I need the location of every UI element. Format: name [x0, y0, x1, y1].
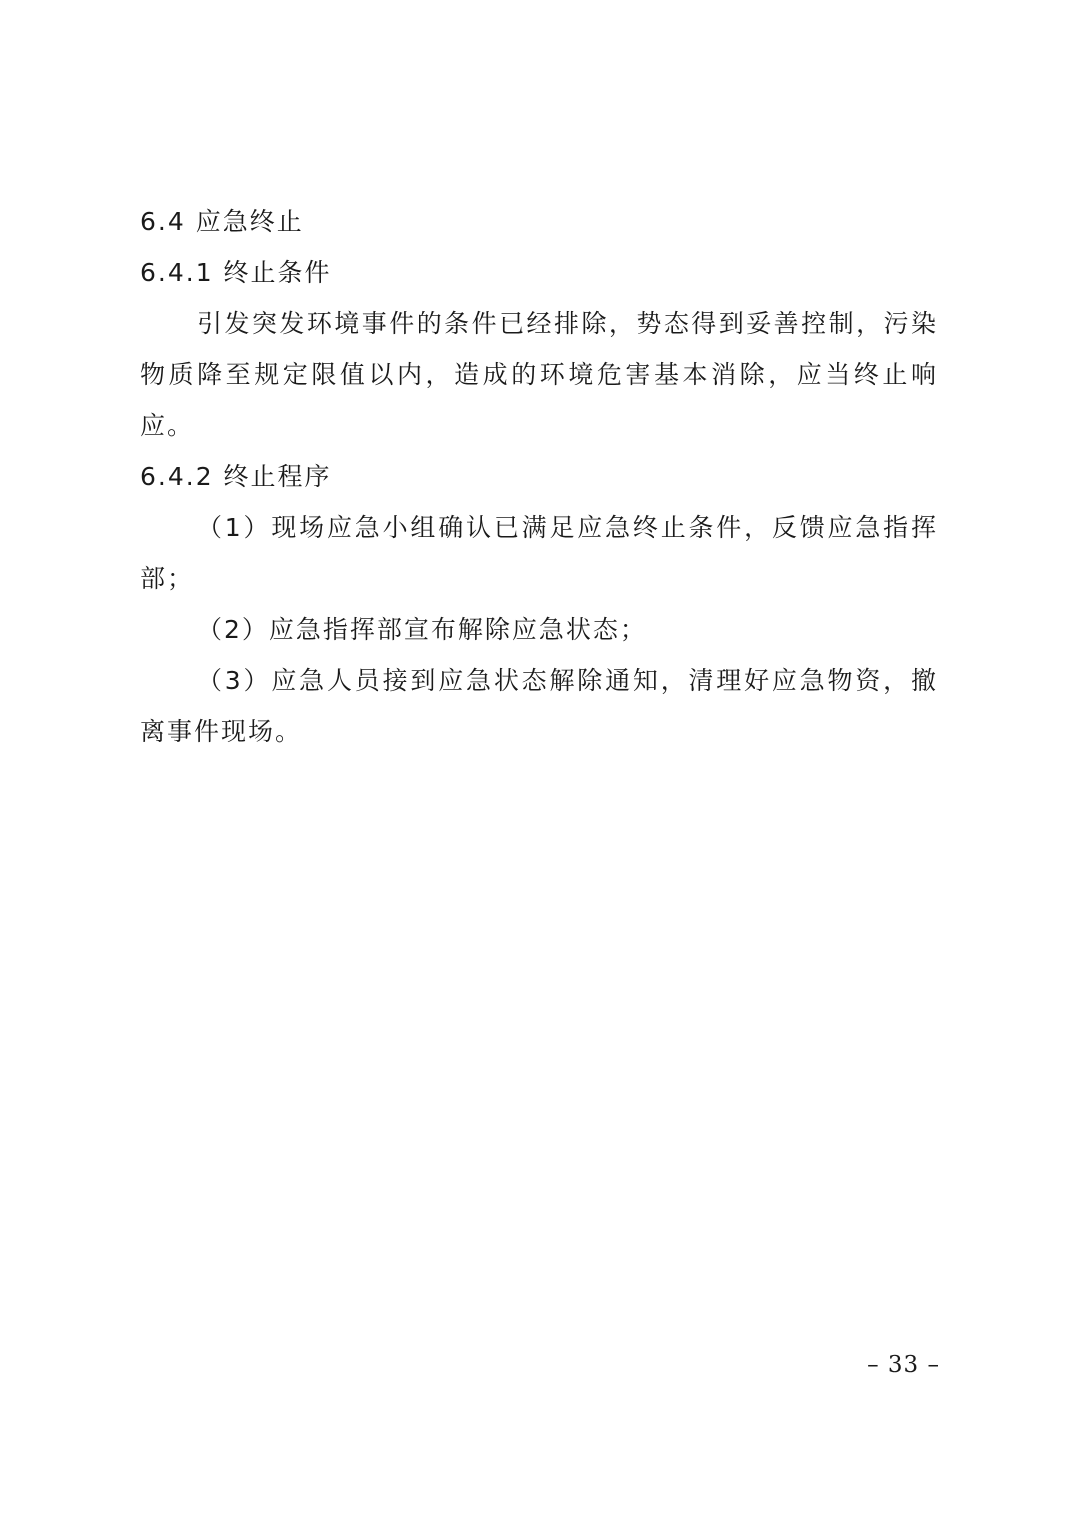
subsection-heading-termination-procedure: 6.4.2 终止程序	[140, 462, 332, 491]
subsection-heading-termination-conditions: 6.4.1 终止条件	[140, 258, 332, 287]
document-body	[140, 196, 938, 757]
page-number: – 33 –	[867, 1352, 940, 1378]
section-heading: 6.4 应急终止	[140, 207, 304, 236]
paragraph-termination-conditions: 引发突发环境事件的条件已经排除，势态得到妥善控制，污染物质降至规定限值以内，造成的环境危害基本消除，应当终止响应。	[140, 309, 938, 440]
procedure-item-3: （3）应急人员接到应急状态解除通知，清理好应急物资，撤离事件现场。	[140, 666, 938, 746]
procedure-item-2: （2）应急指挥部宣布解除应急状态；	[197, 615, 647, 644]
procedure-item-1: （1）现场应急小组确认已满足应急终止条件，反馈应急指挥部；	[140, 513, 938, 593]
